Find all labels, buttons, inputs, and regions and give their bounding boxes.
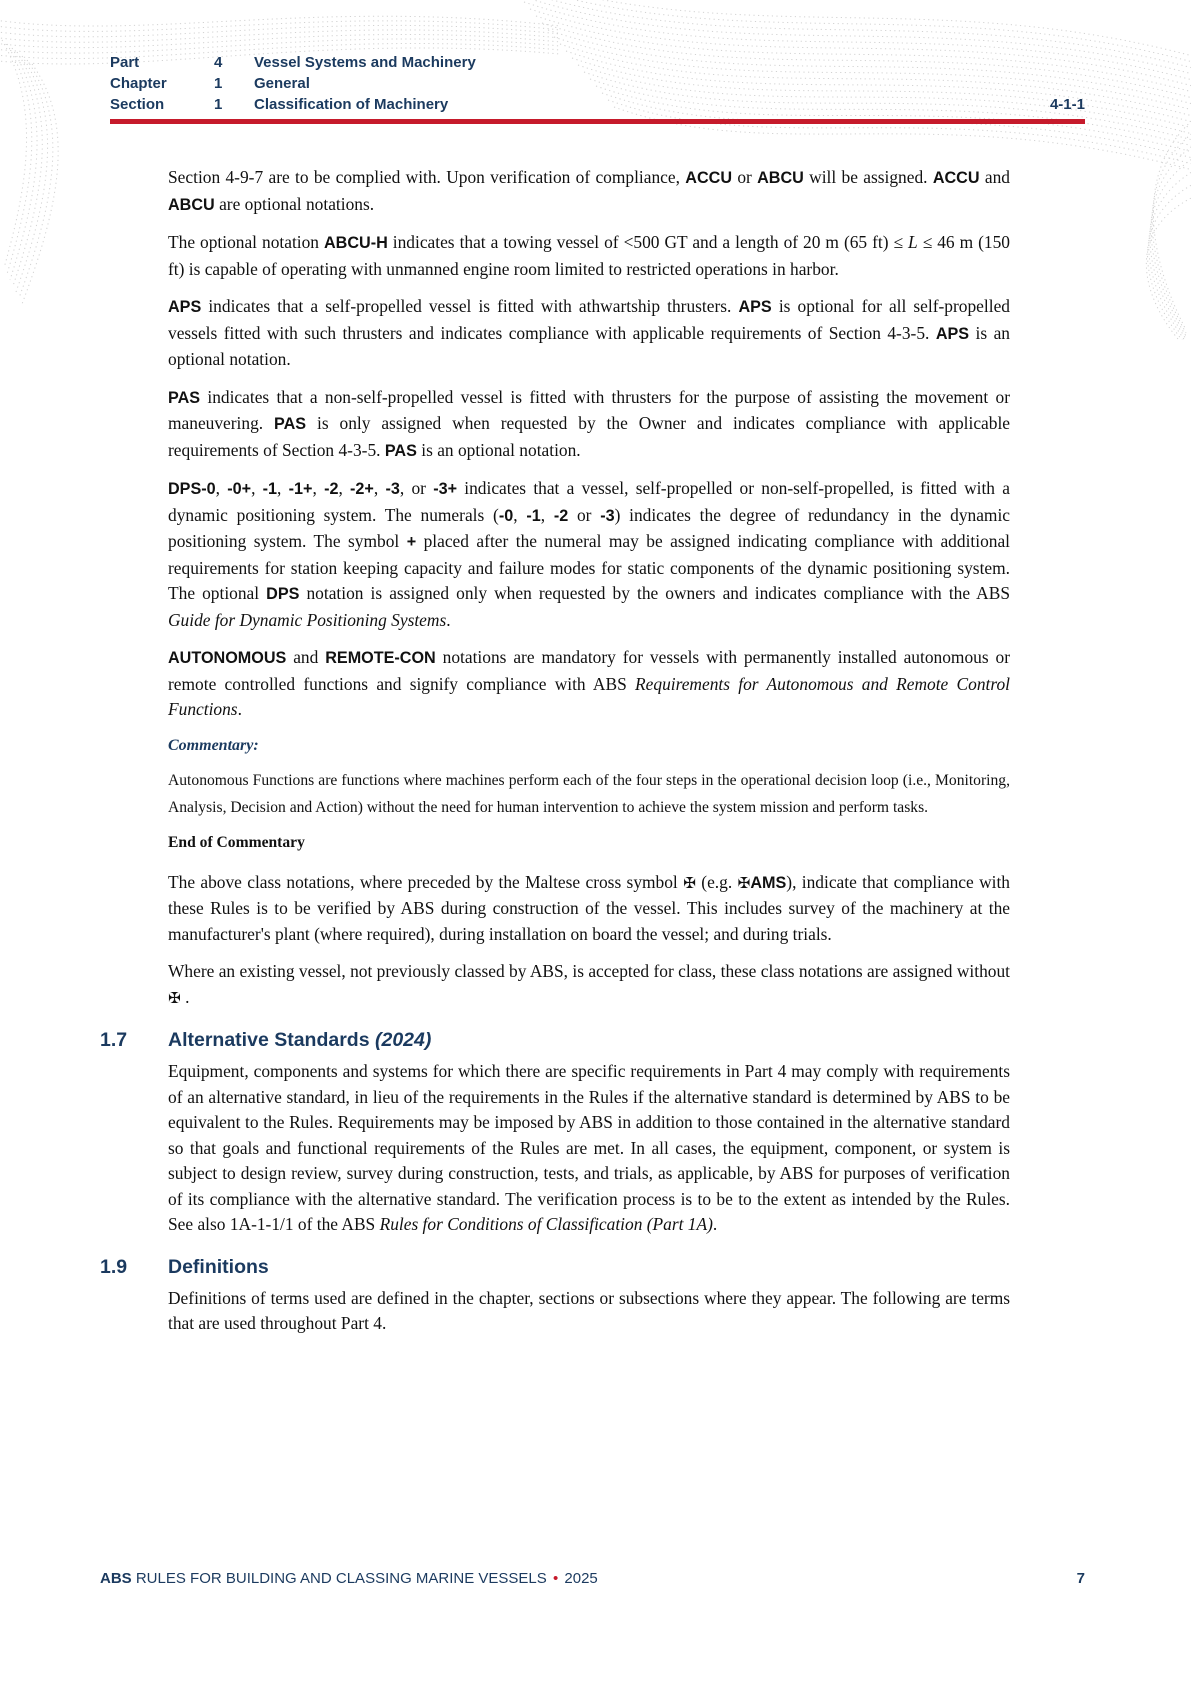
text-run: , <box>312 478 325 498</box>
text-run: -1 <box>526 506 541 525</box>
text-run: + <box>406 533 417 551</box>
text-run: is an optional notation. <box>168 322 1010 369</box>
text-run: indicates that a self-propelled vessel is fitted with athwartship thrusters. <box>201 296 739 316</box>
text-run: indicates that a vessel, self-propelled or non-self-propelled, is fitted with a dynamic positioning system. The numerals ( <box>168 478 1010 525</box>
header-part-title: Vessel Systems and Machinery <box>254 54 476 71</box>
section-title: Definitions <box>168 1255 269 1278</box>
header-part-label: Part <box>110 54 140 71</box>
text-run: Section 4-9-7 are to be complied with. Upon verification of compliance, <box>168 167 686 187</box>
text-run: , <box>277 478 289 498</box>
text-run: -2 <box>553 506 569 525</box>
text-run: Rules for Conditions of Classification (Part 1A) <box>379 1214 713 1234</box>
text-run: End of Commentary <box>168 833 305 851</box>
text-run: or <box>568 504 601 525</box>
footer-separator-dot: • <box>552 1570 559 1587</box>
document-body <box>100 165 1011 1349</box>
page-footer <box>100 1570 1085 1587</box>
text-run: PAS <box>274 415 307 433</box>
footer-year: 2025 <box>564 1570 598 1587</box>
text-run: and <box>286 647 326 667</box>
text-run: APS <box>168 298 202 316</box>
paragraph <box>168 1286 1010 1337</box>
text-run: ) indicates the degree of redundancy in the dynamic positioning system. The symbol <box>168 504 1011 551</box>
paragraph <box>168 645 1010 723</box>
text-run: ≤ 46 m (150 ft) is capable of operating with unmanned engine room limited to restricted operations in harbor. <box>168 232 1011 279</box>
text-run: PAS <box>384 441 417 460</box>
footer-title-text: RULES FOR BUILDING AND CLASSING MARINE VESSELS <box>135 1570 547 1587</box>
text-run: APS <box>935 324 970 343</box>
section-number: 1.7 <box>100 1029 128 1051</box>
page-reference-code: 4-1-1 <box>1049 96 1085 113</box>
text-run: -1+ <box>288 480 313 498</box>
footer-brand: ABS <box>100 1570 132 1587</box>
text-run: Guide for Dynamic Positioning Systems <box>168 609 447 630</box>
text-run: notations are mandatory for vessels with permanently installed autonomous or remote controlled functions and signify compliance with ABS <box>168 647 1010 694</box>
header-section-number: 1 <box>214 96 223 113</box>
section-heading <box>100 1254 1010 1280</box>
text-run: Autonomous Functions are functions where machines perform each of the four steps in the operational decision loop (i.e., Monitoring, Analysis, Decision and Action) without the need for human intervention to achieve the system mission and perform tasks. <box>168 771 1010 816</box>
text-run: are optional notations. <box>214 193 375 214</box>
text-run: AMS <box>750 873 787 892</box>
text-run: L <box>908 232 918 252</box>
paragraph <box>168 959 1010 1011</box>
text-run: notation is assigned only when requested by the owners and indicates compliance with the ABS <box>299 583 1010 603</box>
header-chapter-number: 1 <box>214 75 223 92</box>
text-run: (e.g. <box>695 871 738 892</box>
text-run: -1 <box>262 480 278 498</box>
text-run: The above class notations, where preceded by the Maltese cross symbol <box>168 871 684 892</box>
commentary-heading <box>168 735 1010 757</box>
section-title: Alternative Standards <box>168 1029 370 1051</box>
header-chapter-label: Chapter <box>110 75 167 92</box>
maltese-cross-icon: ✠ <box>683 873 696 892</box>
text-run: , <box>540 504 554 525</box>
text-run: -2+ <box>350 480 374 498</box>
text-run: DPS <box>266 585 300 603</box>
text-run: , <box>338 478 351 498</box>
text-run: Equipment, components and systems for which there are specific requirements in Part 4 may comply with requirements of an alternative standard, in lieu of the requirements in the Rules if the alternative standard is determined by ABS to be equivalent to the Rules. Requirements may be imposed by ABS in addition to those contained in the alternative standard so that goals and functional requirements of the Rules are met. In all cases, the equipment, component, or system is subject to design review, survey during construction, tests, and trials, as applicable, by ABS for purposes of verification of its compliance with the alternative standard. The verification process is to be to the extent as intended by the Rules. See also 1A-1-1/1 of the ABS <box>168 1061 1010 1234</box>
text-run: Commentary: <box>168 736 259 754</box>
text-run: APS <box>738 298 772 316</box>
section-heading <box>100 1027 1010 1053</box>
text-run: ABCU <box>757 169 804 187</box>
text-run: is optional for all self-propelled vessels fitted with such thrusters and indicates compliance with applicable requirements of Section 4-3-5. <box>168 296 1010 343</box>
text-run: or <box>732 167 758 187</box>
header-section-label: Section <box>110 96 165 113</box>
text-run: -0+ <box>227 480 252 498</box>
text-run: will be assigned. <box>803 167 933 187</box>
header-chapter-title: General <box>254 75 310 92</box>
text-run: ), indicate that compliance with these Rules is to be verified by ABS during construction of the vessel. This includes survey of the machinery at the manufacturer's plant (where required), during installation on board the vessel; and during trials. <box>168 871 1010 944</box>
text-run: . <box>237 699 242 719</box>
text-run: Requirements for Autonomous and Remote Control Functions <box>168 673 1010 719</box>
text-run: DPS-0 <box>168 480 216 498</box>
header-rule-divider <box>110 119 1085 124</box>
text-run: . <box>180 986 190 1007</box>
text-run: is an optional notation. <box>416 439 581 460</box>
text-run: The optional notation <box>168 232 324 252</box>
text-run: ACCU <box>932 169 980 187</box>
paragraph <box>168 385 1010 465</box>
paragraph <box>168 165 1010 218</box>
text-run: -3 <box>600 506 615 525</box>
text-run: -2 <box>324 480 339 498</box>
header-part-number: 4 <box>214 54 223 71</box>
text-run: -3+ <box>433 480 458 498</box>
text-run: . <box>446 609 451 630</box>
text-run: ABCU-H <box>324 234 388 252</box>
maltese-cross-icon: ✠ <box>737 873 751 892</box>
footer-text <box>100 1570 598 1587</box>
text-run: -0 <box>498 506 514 525</box>
paragraph <box>168 230 1010 282</box>
text-run: , <box>513 504 527 525</box>
text-run: indicates that a non-self-propelled vessel is fitted with thrusters for the purpose of assisting the movement or maneuvering. <box>168 386 1010 433</box>
commentary-end-label <box>168 832 1010 854</box>
text-run: -3 <box>385 480 400 498</box>
paragraph <box>168 476 1010 633</box>
text-run: REMOTE-CON <box>325 649 436 667</box>
text-run: placed after the numeral may be assigned indicating compliance with additional requirements for station keeping capacity and failure modes for static components of the dynamic positioning system. The optional <box>168 531 1011 603</box>
text-run: AUTONOMOUS <box>168 649 287 667</box>
header-row-part <box>110 52 476 73</box>
section-number: 1.9 <box>100 1255 128 1278</box>
text-run: , <box>251 478 263 498</box>
text-run: Definitions of terms used are defined in the chapter, sections or subsections where they appear. The following are terms that are used throughout Part 4. <box>168 1287 1010 1333</box>
maltese-cross-icon: ✠ <box>168 988 181 1007</box>
commentary-paragraph <box>168 767 1010 822</box>
section-year: (2024) <box>369 1029 432 1051</box>
text-run: PAS <box>168 388 201 407</box>
text-run: ACCU <box>685 169 732 187</box>
text-run: , or <box>399 478 434 498</box>
page-number: 7 <box>1076 1570 1085 1587</box>
header-row-chapter <box>110 73 476 94</box>
text-run: Where an existing vessel, not previously classed by ABS, is accepted for class, these class notations are assigned without <box>168 961 1010 981</box>
text-run: is only assigned when requested by the Owner and indicates compliance with applicable requirements of Section 4-3-5. <box>168 413 1010 460</box>
text-run: . <box>712 1214 718 1234</box>
header-section-title: Classification of Machinery <box>254 96 449 113</box>
footer-title <box>136 1570 547 1587</box>
text-run: ABCU <box>168 195 215 214</box>
text-run: , <box>215 478 228 498</box>
paragraph <box>168 870 1010 948</box>
text-run: indicates that a towing vessel of <500 GT and a length of 20 m (65 ft) ≤ <box>387 232 909 252</box>
paragraph <box>168 294 1010 373</box>
text-run: , <box>373 478 386 498</box>
text-run: and <box>979 167 1010 187</box>
paragraph <box>168 1059 1010 1238</box>
